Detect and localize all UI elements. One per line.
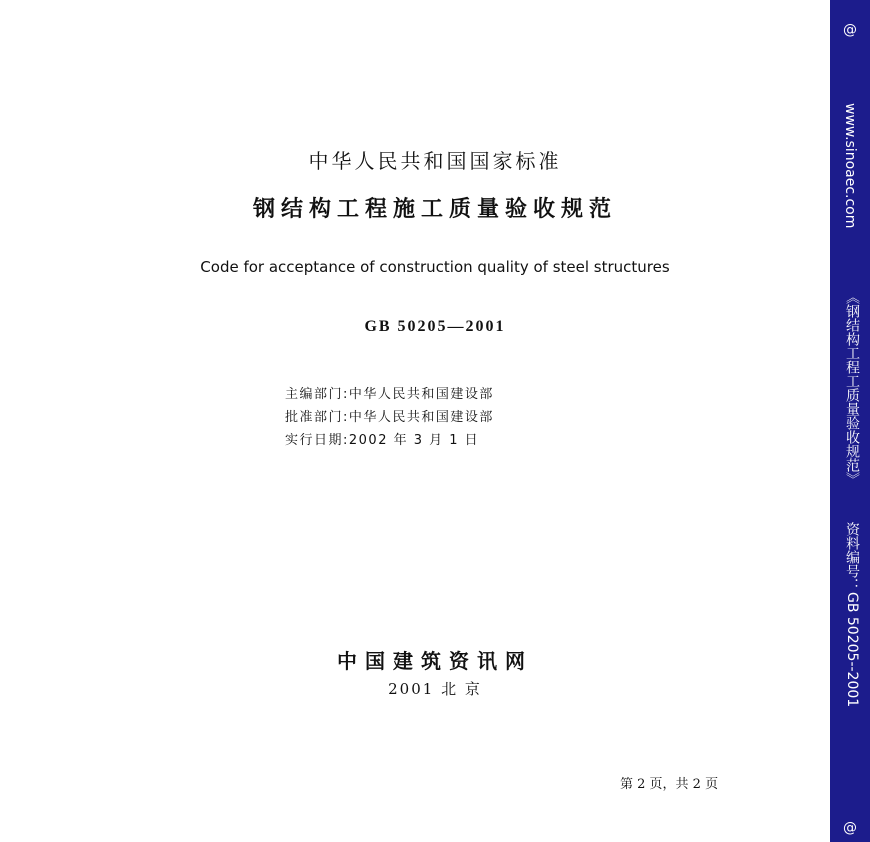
- sidebar-book-title: 《钢结构工程工质量验收规范》: [844, 290, 860, 486]
- document-title-english: Code for acceptance of construction quality of steel structures: [200, 258, 670, 276]
- editor-department: 主编部门:中华人民共和国建设部: [285, 387, 494, 402]
- standard-category: 中华人民共和国国家标准: [308, 149, 562, 173]
- sidebar-doc-number: 资料编号：GB 50205--2001: [844, 522, 860, 708]
- page-number: 第 2 页，共 2 页: [620, 777, 719, 792]
- sidebar-banner: [830, 0, 870, 842]
- effective-date: 实行日期:2002 年 3 月 1 日: [285, 433, 480, 448]
- publisher: 中国建筑资讯网: [337, 649, 533, 673]
- at-sign-icon: @: [843, 820, 857, 836]
- at-sign-icon: @: [843, 22, 857, 38]
- standard-code: GB 50205—2001: [364, 318, 506, 335]
- website-link[interactable]: www.sinoaec.com: [842, 103, 858, 229]
- approval-department: 批准部门:中华人民共和国建设部: [285, 410, 494, 425]
- document-title: 钢结构工程施工质量验收规范: [252, 197, 617, 222]
- publication-year-city: 2001 北 京: [388, 680, 482, 698]
